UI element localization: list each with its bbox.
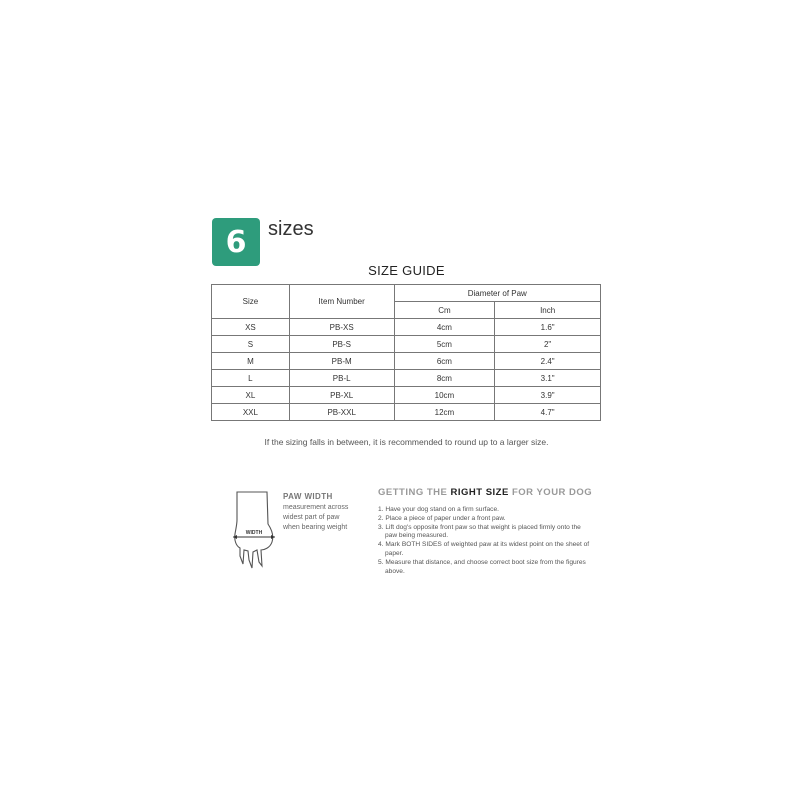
paw-width-title: PAW WIDTH bbox=[283, 492, 333, 501]
title-prefix: GETTING THE bbox=[378, 487, 451, 498]
size-count-badge: 6 bbox=[212, 218, 260, 266]
title-suffix: FOR YOUR DOG bbox=[508, 487, 593, 498]
cell-inch: 3.1" bbox=[495, 370, 601, 387]
list-item: 4. Mark BOTH SIDES of weighted paw at its widest point on the sheet of paper. bbox=[378, 541, 590, 557]
paw-width-description: measurement across widest part of paw when bearing weight bbox=[283, 504, 349, 531]
cell-size: XL bbox=[212, 387, 290, 404]
column-header-item-number: Item Number bbox=[289, 285, 394, 319]
table-row bbox=[212, 336, 601, 353]
cell-size: XS bbox=[212, 319, 290, 336]
cell-item-number: PB-L bbox=[289, 370, 394, 387]
paw-diagram-label: WIDTH bbox=[245, 530, 263, 536]
cell-inch: 2.4" bbox=[495, 353, 601, 370]
cell-size: M bbox=[212, 353, 290, 370]
cell-cm: 8cm bbox=[394, 370, 495, 387]
list-item: 1. Have your dog stand on a firm surface. bbox=[378, 506, 499, 513]
table-row bbox=[212, 319, 601, 336]
cell-cm: 5cm bbox=[394, 336, 495, 353]
column-header-size: Size bbox=[212, 285, 290, 319]
cell-inch: 2" bbox=[495, 336, 601, 353]
sizing-note: If the sizing falls in between, it is recommended to round up to a larger size. bbox=[264, 437, 549, 447]
cell-inch: 4.7" bbox=[495, 404, 601, 421]
size-guide-title: SIZE GUIDE bbox=[368, 263, 445, 278]
table-row bbox=[212, 353, 601, 370]
cell-size: L bbox=[212, 370, 290, 387]
table-row bbox=[212, 370, 601, 387]
cell-item-number: PB-XL bbox=[289, 387, 394, 404]
cell-size: XXL bbox=[212, 404, 290, 421]
list-item: 5. Measure that distance, and choose correct boot size from the figures above. bbox=[378, 558, 586, 575]
title-highlight: RIGHT SIZE bbox=[450, 487, 509, 498]
list-item: 2. Place a piece of paper under a front paw. bbox=[378, 514, 506, 522]
column-header-cm: Cm bbox=[394, 302, 495, 319]
sizes-heading: sizes bbox=[268, 218, 314, 240]
cell-item-number: PB-XS bbox=[289, 319, 394, 336]
cell-size: S bbox=[212, 336, 290, 353]
size-guide-table bbox=[211, 284, 601, 421]
cell-item-number: PB-S bbox=[289, 336, 394, 353]
measuring-guide-title bbox=[378, 487, 592, 498]
cell-inch: 1.6" bbox=[495, 319, 601, 336]
list-item: 3. Lift dog's opposite front paw so that weight is placed firmly onto the paw being measured. bbox=[378, 523, 581, 540]
table-row bbox=[212, 387, 601, 404]
cell-item-number: PB-XXL bbox=[289, 404, 394, 421]
cell-inch: 3.9" bbox=[495, 387, 601, 404]
cell-cm: 4cm bbox=[394, 319, 495, 336]
table-row bbox=[212, 404, 601, 421]
cell-cm: 6cm bbox=[394, 353, 495, 370]
cell-cm: 12cm bbox=[394, 404, 495, 421]
column-header-inch: Inch bbox=[495, 302, 601, 319]
paw-width-diagram bbox=[228, 490, 280, 572]
column-header-diameter: Diameter of Paw bbox=[394, 285, 600, 302]
cell-item-number: PB-M bbox=[289, 353, 394, 370]
cell-cm: 10cm bbox=[394, 387, 495, 404]
measuring-steps-list bbox=[378, 506, 593, 576]
